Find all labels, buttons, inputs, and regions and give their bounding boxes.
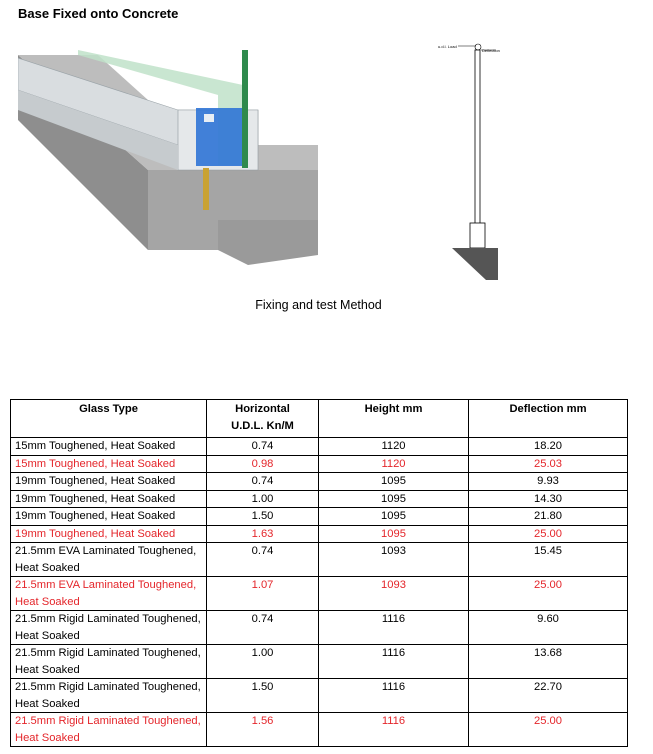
table-row (11, 679, 628, 713)
cell-height: 1095 (319, 490, 469, 508)
cell-deflection: 9.60 (469, 611, 628, 645)
cell-deflection: 25.03 (469, 455, 628, 473)
cell-glass-type: 19mm Toughened, Heat Soaked (11, 508, 207, 526)
header-glass-type: Glass Type (11, 400, 207, 438)
cell-deflection: 25.00 (469, 525, 628, 543)
header-horizontal-line1: Horizontal (235, 403, 290, 415)
anchor-bolt (203, 168, 209, 210)
cell-height: 1120 (319, 455, 469, 473)
cell-height: 1116 (319, 713, 469, 747)
cell-deflection: 21.80 (469, 508, 628, 526)
glass-section (475, 50, 480, 235)
header-horizontal-line2: U.D.L. Kn/M (231, 420, 294, 432)
cell-udl: 1.63 (207, 525, 319, 543)
cell-glass-type: 19mm Toughened, Heat Soaked (11, 525, 207, 543)
header-deflection: Deflection mm (469, 400, 628, 438)
cell-deflection: 9.93 (469, 473, 628, 491)
cell-deflection: 25.00 (469, 713, 628, 747)
cell-deflection: 25.00 (469, 577, 628, 611)
load-point (475, 44, 481, 50)
bolt-head (204, 114, 214, 122)
cell-height: 1116 (319, 679, 469, 713)
base-fixing-illustration (18, 50, 318, 265)
cell-udl: 1.07 (207, 577, 319, 611)
blue-gasket (196, 108, 242, 166)
header-height: Height mm (319, 400, 469, 438)
cell-deflection: 15.45 (469, 543, 628, 577)
cell-deflection: 18.20 (469, 438, 628, 456)
cell-udl: 0.98 (207, 455, 319, 473)
test-method-diagram (436, 40, 516, 285)
cell-height: 1093 (319, 577, 469, 611)
table-row (11, 455, 628, 473)
cell-udl: 1.50 (207, 679, 319, 713)
concrete-step (218, 220, 318, 265)
load-label: u.d.l. Load (438, 44, 457, 49)
table-row (11, 713, 628, 747)
cell-height: 1095 (319, 508, 469, 526)
cell-udl: 0.74 (207, 473, 319, 491)
table-row (11, 490, 628, 508)
cell-glass-type: 15mm Toughened, Heat Soaked (11, 455, 207, 473)
deflection-label: Deflection (482, 48, 500, 53)
page-title: Base Fixed onto Concrete (18, 6, 179, 21)
cell-deflection: 14.30 (469, 490, 628, 508)
table-row (11, 645, 628, 679)
cell-glass-type: 21.5mm Rigid Laminated Toughened, Heat Soaked (11, 679, 207, 713)
cell-glass-type: 19mm Toughened, Heat Soaked (11, 490, 207, 508)
glass-edge (242, 50, 248, 168)
cell-glass-type: 21.5mm Rigid Laminated Toughened, Heat Soaked (11, 611, 207, 645)
header-horizontal-udl (207, 400, 319, 438)
concrete-hatch (452, 248, 498, 280)
table-row (11, 577, 628, 611)
test-results-table (10, 399, 628, 747)
cell-deflection: 13.68 (469, 645, 628, 679)
cell-glass-type: 21.5mm EVA Laminated Toughened, Heat Soaked (11, 577, 207, 611)
figure-caption-text: Fixing and test Method (255, 298, 382, 312)
cell-height: 1116 (319, 611, 469, 645)
cell-udl: 1.00 (207, 490, 319, 508)
cell-glass-type: 19mm Toughened, Heat Soaked (11, 473, 207, 491)
figure-caption (0, 298, 653, 312)
cell-udl: 0.74 (207, 438, 319, 456)
cell-glass-type: 21.5mm EVA Laminated Toughened, Heat Soaked (11, 543, 207, 577)
cell-udl: 0.74 (207, 611, 319, 645)
base-channel-section (470, 223, 485, 248)
cell-height: 1116 (319, 645, 469, 679)
cell-udl: 1.50 (207, 508, 319, 526)
cell-height: 1095 (319, 473, 469, 491)
table-row (11, 473, 628, 491)
cell-udl: 1.00 (207, 645, 319, 679)
cell-height: 1093 (319, 543, 469, 577)
cell-glass-type: 21.5mm Rigid Laminated Toughened, Heat Soaked (11, 645, 207, 679)
table-row (11, 508, 628, 526)
table-row (11, 525, 628, 543)
table-row (11, 611, 628, 645)
cell-udl: 1.56 (207, 713, 319, 747)
table-header-row (11, 400, 628, 438)
cell-glass-type: 15mm Toughened, Heat Soaked (11, 438, 207, 456)
cell-deflection: 22.70 (469, 679, 628, 713)
cell-glass-type: 21.5mm Rigid Laminated Toughened, Heat Soaked (11, 713, 207, 747)
cell-udl: 0.74 (207, 543, 319, 577)
cell-height: 1095 (319, 525, 469, 543)
cell-height: 1120 (319, 438, 469, 456)
table-row (11, 438, 628, 456)
table-row (11, 543, 628, 577)
